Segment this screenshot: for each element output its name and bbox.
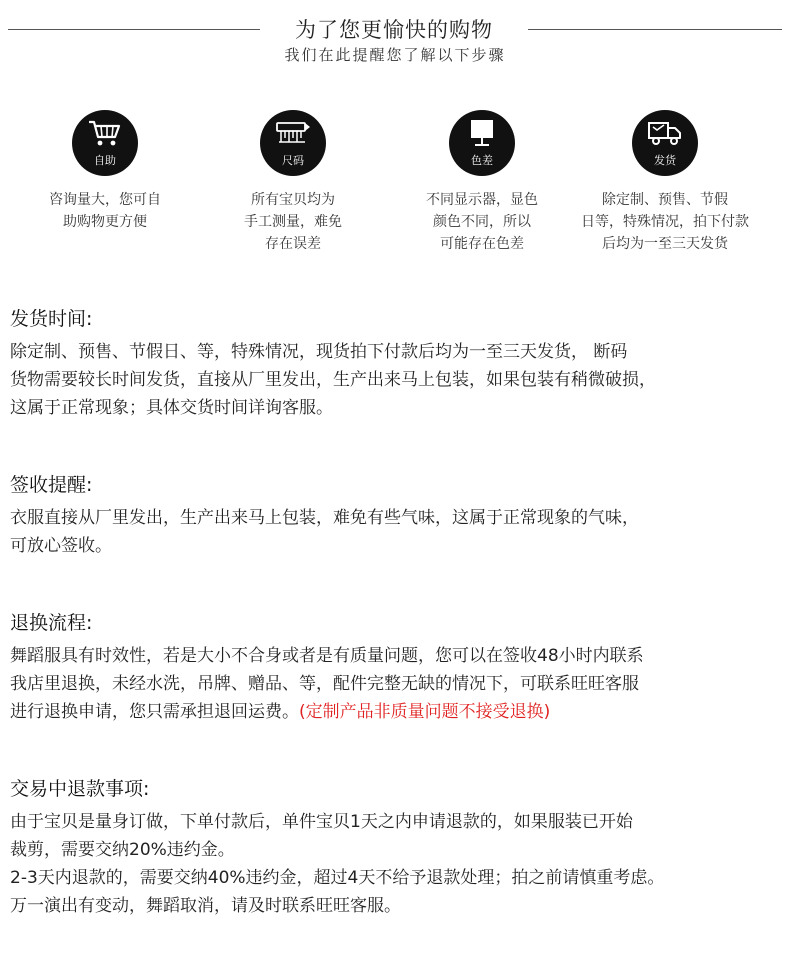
section-title: 交易中退款事项:: [10, 778, 150, 800]
section-shipping-time: [10, 306, 785, 422]
body-line: 裁剪，需要交纳20%违约金。: [10, 840, 235, 860]
body-line: 舞蹈服具有时效性，若是大小不合身或者是有质量问题，您可以在签收48小时内联系: [10, 646, 644, 666]
desc-line: 日等，特殊情况，拍下付款: [581, 214, 749, 230]
custom-product-note: (定制产品非质量问题不接受退换): [299, 702, 551, 722]
section-body: [10, 642, 785, 726]
header-divider-left: [8, 29, 260, 30]
body-line: 除定制、预售、节假日、等，特殊情况，现货拍下付款后均为一至三天发货， 断码: [10, 342, 628, 362]
monitor-icon: [464, 118, 500, 148]
tip-size: [203, 110, 383, 255]
self-service-desc: [15, 189, 195, 233]
section-receipt-reminder: [10, 472, 785, 560]
page-title: 为了您更愉快的购物: [295, 18, 493, 42]
section-title: 发货时间:: [10, 308, 93, 330]
section-title: 签收提醒:: [10, 474, 93, 496]
tip-color-difference: [392, 110, 572, 255]
body-line: 2-3天内退款的，需要交纳40%违约金，超过4天不给予退款处理；拍之前请慎重考虑。: [10, 868, 665, 888]
shipping-desc: [575, 189, 755, 255]
body-line: 万一演出有变动，舞蹈取消，请及时联系旺旺客服。: [10, 896, 401, 916]
desc-line: 可能存在色差: [440, 236, 524, 252]
section-body: [10, 808, 785, 920]
page-header: [0, 0, 790, 80]
body-line: 衣服直接从厂里发出，生产出来马上包装，难免有些气味，这属于正常现象的气味，: [10, 508, 639, 528]
delivery-truck-icon: [647, 118, 683, 148]
self-service-badge: [72, 110, 138, 176]
section-body: [10, 338, 785, 422]
desc-line: 咨询量大，您可自: [49, 192, 161, 208]
size-label: 尺码: [282, 154, 304, 167]
desc-line: 手工测量，难免: [244, 214, 342, 230]
self-service-label: 自助: [94, 154, 116, 167]
ruler-icon: [275, 118, 311, 148]
shopping-cart-icon: [87, 118, 123, 148]
desc-line: 存在误差: [265, 236, 321, 252]
size-badge: [260, 110, 326, 176]
section-refund-matters: [10, 776, 785, 920]
color-difference-badge: [449, 110, 515, 176]
desc-line: 助购物更方便: [63, 214, 147, 230]
body-line: [10, 698, 785, 726]
body-line: 我店里退换，未经水洗，吊牌、赠品、等，配件完整无缺的情况下，可联系旺旺客服: [10, 674, 639, 694]
body-text: 进行退换申请，您只需承担退回运费。: [10, 702, 299, 722]
color-difference-label: 色差: [471, 154, 493, 167]
tips-icon-row: [0, 110, 790, 270]
desc-line: 所有宝贝均为: [251, 192, 335, 208]
section-title: 退换流程:: [10, 612, 93, 634]
section-return-process: [10, 610, 785, 726]
desc-line: 颜色不同，所以: [433, 214, 531, 230]
page-subtitle: 我们在此提醒您了解以下步骤: [284, 46, 506, 64]
shipping-label: 发货: [654, 154, 676, 167]
section-body: [10, 504, 785, 560]
desc-line: 后均为一至三天发货: [602, 236, 728, 252]
desc-line: 除定制、预售、节假: [602, 192, 728, 208]
body-line: 可放心签收。: [10, 536, 112, 556]
body-line: 货物需要较长时间发货，直接从厂里发出，生产出来马上包装，如果包装有稍微破损，: [10, 370, 656, 390]
tip-shipping: [575, 110, 755, 255]
desc-line: 不同显示器，显色: [426, 192, 538, 208]
shipping-badge: [632, 110, 698, 176]
color-difference-desc: [392, 189, 572, 255]
size-desc: [203, 189, 383, 255]
body-line: 这属于正常现象；具体交货时间详询客服。: [10, 398, 333, 418]
body-line: 由于宝贝是量身订做，下单付款后，单件宝贝1天之内申请退款的，如果服装已开始: [10, 812, 633, 832]
tip-self-service: [15, 110, 195, 233]
header-divider-right: [528, 29, 782, 30]
